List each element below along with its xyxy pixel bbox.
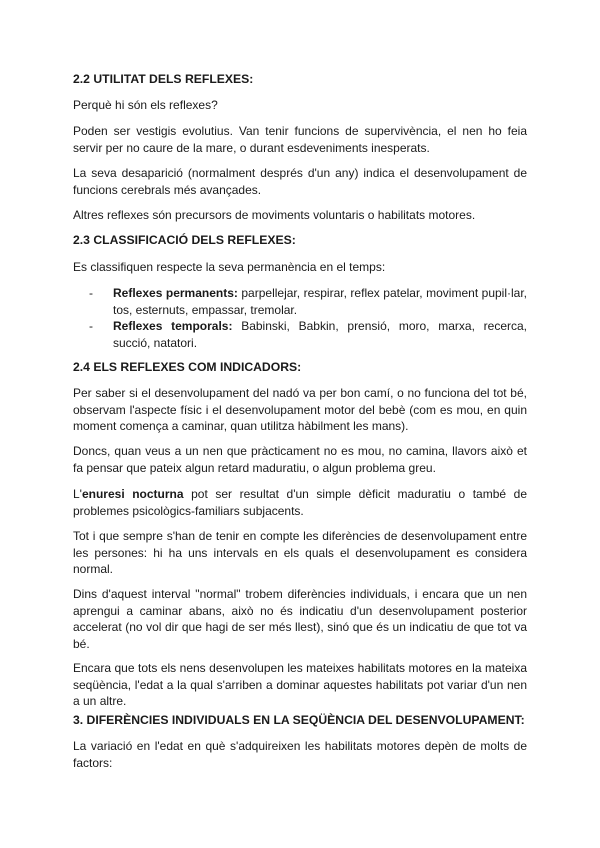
list-dash: - <box>89 319 93 333</box>
text: pot ser resultat d'un simple dèficit maduratiu o també de problemes psicològics-familiars subjacents. <box>73 487 527 518</box>
list-item-text: parpellejar, respirar, reflex patelar, moviment pupil·lar, tos, esternuts, empassar, tremolar. <box>113 286 528 317</box>
paragraph: Per saber si el desenvolupament del nadó va per bon camí, o no funciona del tot bé, observam l'aspecte físic i el desenvolupament motor del bebè (com es mou, en quin moment comença a caminar, quan utilitza hàbilment les mans). <box>73 386 527 434</box>
heading-2-3: 2.3 CLASSIFICACIÓ DELS REFLEXES: <box>73 233 296 247</box>
bold-term: enuresi nocturna <box>81 487 184 501</box>
heading-2-4: 2.4 ELS REFLEXES COM INDICADORS: <box>73 360 302 374</box>
paragraph: Altres reflexes són precursors de moviments voluntaris o habilitats motores. <box>73 208 476 222</box>
paragraph: Perquè hi són els reflexes? <box>73 98 218 112</box>
list-item-text: Babinski, Babkin, prensió, moro, marxa, recerca, succió, natatori. <box>113 319 527 350</box>
list-item-label: Reflexes permanents: <box>113 286 238 300</box>
heading-3: 3. DIFERÈNCIES INDIVIDUALS EN LA SEQÜÈNCIA DEL DESENVOLUPAMENT: <box>73 713 525 727</box>
paragraph <box>73 486 527 519</box>
heading-2-2: 2.2 UTILITAT DELS REFLEXES: <box>73 72 254 86</box>
paragraph: La seva desaparició (normalment després d'un any) indica el desenvolupament de funcions cerebrals més avançades. <box>73 166 527 197</box>
list-dash: - <box>89 286 93 300</box>
paragraph: Doncs, quan veus a un nen que pràcticament no es mou, no camina, llavors això et fa pensar que pateix algun retard maduratiu, o algun problema greu. <box>73 444 527 475</box>
paragraph: Es classifiquen respecte la seva permanència en el temps: <box>73 260 386 274</box>
list-item-label: Reflexes temporals: <box>113 319 233 333</box>
paragraph: La variació en l'edat en què s'adquireixen les habilitats motores depèn de molts de factors: <box>73 739 527 770</box>
paragraph: Tot i que sempre s'han de tenir en compte les diferències de desenvolupament entre les persones: hi ha uns intervals en els quals el desenvolupament es considera normal. <box>73 529 527 577</box>
list-item <box>89 318 527 351</box>
paragraph: Poden ser vestigis evolutius. Van tenir funcions de supervivència, el nen ho feia servir per no caure de la mare, o durant esdeveniments inesperats. <box>73 124 527 155</box>
list-item <box>89 285 528 318</box>
text: L' <box>73 487 82 501</box>
paragraph: Dins d'aquest interval "normal" trobem diferències individuals, i encara que un nen aprengui a caminar abans, això no és indicatiu d'un desenvolupament posterior accelerat (no vol dir que hagi de ser més llest), sinó que és un indicatiu de que tot va bé. <box>73 587 527 651</box>
paragraph: Encara que tots els nens desenvolupen les mateixes habilitats motores en la mateixa seqüència, l'edat a la qual s'arriben a dominar aquestes habilitats pot variar d'un nen a un altre. <box>73 661 527 709</box>
